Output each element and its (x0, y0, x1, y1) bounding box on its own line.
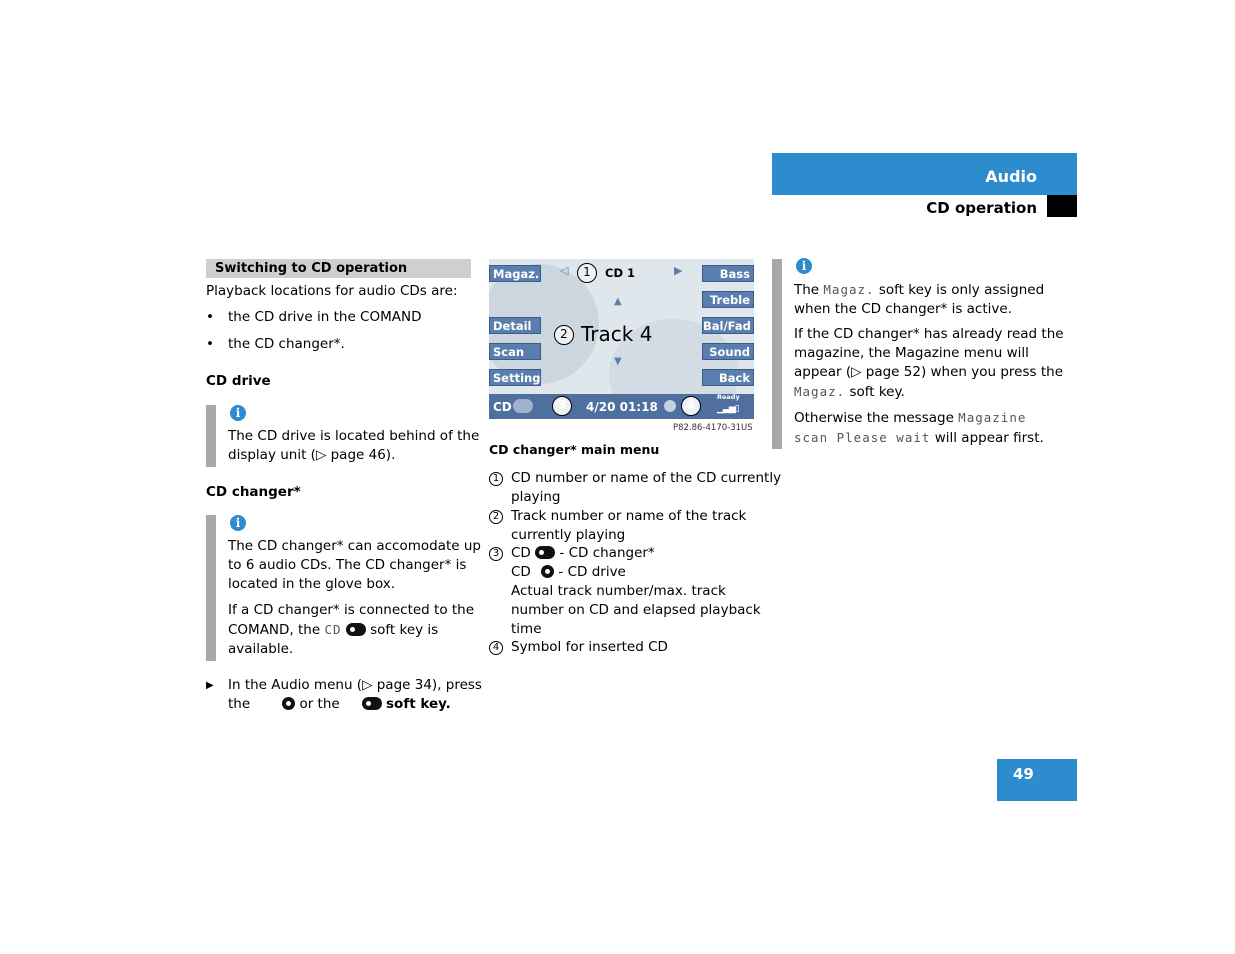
cd-changer-heading: CD changer* (206, 484, 301, 500)
track-label: Track 4 (581, 322, 653, 346)
softkey-detail: Detail (489, 317, 541, 334)
softkey-scan: Scan (489, 343, 541, 360)
cd-drive-icon (541, 565, 554, 578)
legend-item-2: 2 Track number or name of the track currently playing (489, 507, 759, 526)
cd-softkey-label: CD (324, 622, 342, 637)
cd-changer-info: The CD changer* can accomodate up to 6 audio CDs. The CD changer* is located in the glove box. (228, 538, 481, 592)
list-item: • the CD drive in the COMAND (206, 309, 422, 325)
legend-item-1: 1 CD number or name of the CD currently playing (489, 469, 759, 488)
softkey-sound: Sound (702, 343, 754, 360)
softkey-back: Back (702, 369, 754, 386)
cd-number-label: CD 1 (605, 266, 635, 280)
ready-label: Ready (717, 393, 740, 401)
action-step: In the Audio menu (▷ page 34), press the or the soft key. (228, 677, 482, 712)
right-arrow-icon: ▶ (674, 264, 683, 277)
status-bar (489, 394, 754, 419)
cd-drive-icon (282, 697, 295, 710)
down-arrow-icon: ▼ (614, 356, 622, 367)
callout-1: 1 (577, 263, 597, 283)
status-cd-label: CD (493, 400, 512, 414)
figure-caption: CD changer* main menu (489, 442, 660, 457)
magazine-info: If the CD changer* has already read the magazine, the Magazine menu will appear (▷ page 52) when you press the Magaz. soft key. (794, 326, 1064, 400)
section-heading: Switching to CD operation (206, 259, 471, 278)
info-bar (206, 405, 216, 467)
cd-changer-icon (535, 546, 555, 559)
intro-text: Playback locations for audio CDs are: (206, 283, 458, 299)
left-arrow-icon: ◁ (560, 264, 569, 277)
cd-changer-icon (513, 399, 533, 413)
section-header (772, 153, 1077, 195)
callout-3: 3 (552, 396, 572, 416)
header-marker (1047, 195, 1077, 217)
info-icon: i (796, 258, 812, 274)
legend-item-3: 3 CD - CD changer* CD - CD drive Actual track number/max. track number on CD and elapsed playback time (489, 544, 759, 563)
subsection-title: CD operation (926, 199, 1037, 217)
up-arrow-icon: ▲ (614, 296, 622, 307)
softkey-setting: Setting (489, 369, 541, 386)
callout-2: 2 (554, 325, 574, 345)
cd-changer-info-2: If a CD changer* is connected to the COMAND, the CD soft key is available. (228, 602, 475, 657)
cd-changer-icon (362, 697, 382, 710)
cd-drive-heading: CD drive (206, 373, 271, 389)
info-bar (206, 515, 216, 661)
page-number: 49 (997, 759, 1077, 801)
legend-item-4: 4 Symbol for inserted CD (489, 638, 759, 657)
info-bar (772, 259, 782, 449)
cd-changer-icon (346, 623, 366, 636)
section-title: Audio (985, 167, 1037, 186)
action-arrow-icon: ▶ (206, 680, 214, 691)
callout-4: 4 (681, 396, 701, 416)
track-time: 4/20 01:18 (586, 400, 658, 414)
softkey-treble: Treble (702, 291, 754, 308)
image-reference: P82.86-4170-31US (673, 423, 753, 433)
cd-drive-info: The CD drive is located behind of the display unit (▷ page 46). (228, 428, 480, 463)
softkey-bal-fad: Bal/Fad (702, 317, 754, 334)
info-icon: i (230, 515, 246, 531)
info-icon: i (230, 405, 246, 421)
inserted-cd-icon (664, 400, 676, 412)
softkey-bass: Bass (702, 265, 754, 282)
list-item: • the CD changer*. (206, 336, 345, 352)
softkey-magaz: Magaz. (489, 265, 541, 282)
scan-message-info: Otherwise the message Magazine scan Please wait will appear first. (794, 410, 1044, 446)
comand-screen-image (489, 259, 754, 419)
magaz-info: The Magaz. soft key is only assigned when the CD changer* is active. (794, 282, 1045, 317)
signal-icon: ▁▃▅▯ (717, 404, 739, 414)
